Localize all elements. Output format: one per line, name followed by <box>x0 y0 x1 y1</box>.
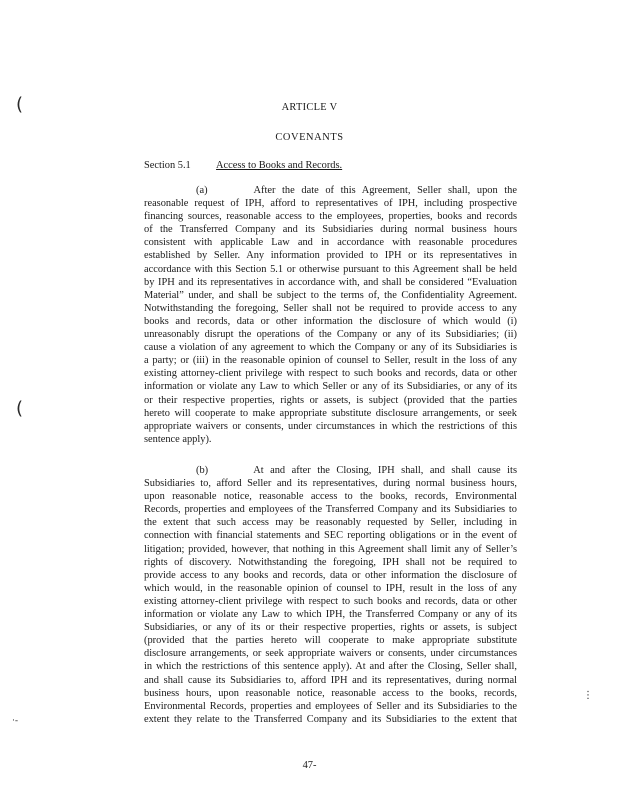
page-number: 47- <box>302 760 317 771</box>
paragraph-line: litigation; provided, however, that nothing in this Agreement shall limit any of Seller’s <box>144 543 517 555</box>
paragraph-line: or their respective properties, rights or assets, is subject (provided that the parties <box>144 394 517 406</box>
paragraph-line: hereto will cooperate to make appropriate substitute disclosure arrangements, or seek <box>144 407 517 419</box>
paragraph-line: (b) At and after the Closing, IPH shall, and shall cause its <box>196 465 517 476</box>
section-title: Access to Books and Records. <box>216 160 343 171</box>
paragraph-line: Subsidiaries to, afford Seller and its representatives, during normal business hours, <box>144 478 517 490</box>
paragraph-line: Records, properties and employees of the Transferred Company and its Subsidiaries to <box>144 504 517 516</box>
paragraph-a <box>144 184 517 446</box>
paragraph-line: the extent that such access may be reasonably requested by Seller, including in <box>144 517 517 529</box>
scan-artifact-mark: ‧‐ <box>12 716 19 726</box>
paragraph-line: existing attorney-client privilege with respect to such books and records, data or other <box>144 368 517 380</box>
paragraph-line: existing attorney-client privilege with respect to such books and records, data or other <box>144 595 517 607</box>
paragraph-line: (a) After the date of this Agreement, Seller shall, upon the <box>196 185 517 196</box>
paragraph-line: which would, in the reasonable opinion of counsel to IPH, result in the loss of any <box>144 582 517 594</box>
paragraph-line: sentence apply). <box>144 433 212 445</box>
paragraph-line: appropriate waivers or consents, under circumstances in which the restrictions of this <box>144 420 517 432</box>
paragraph-line: financing sources, reasonable access to the employees, properties, books and records <box>144 211 517 223</box>
paragraph-line: Material” under, and shall be subject to the terms of, the Confidentiality Agreement. <box>144 289 517 301</box>
paragraph-line: connection with financial statements and SEC reporting obligations or in the event of <box>144 530 517 542</box>
paragraph-line: Subsidiaries, or any of its or their respective properties, rights or assets, is subject <box>144 622 517 634</box>
covenants-heading: COVENANTS <box>275 132 344 143</box>
paragraph-line: information or violate any Law to which Seller or any of its Subsidiaries, or any of its <box>144 381 517 393</box>
paragraph-line: disclosure arrangements, or seek appropriate waivers or consents, under circumstances <box>144 648 517 660</box>
paragraph-line: and shall cause its Subsidiaries to, afford IPH and its representatives, during normal <box>144 674 517 686</box>
paragraph-line: rights of discovery. Notwithstanding the foregoing, IPH shall not be required to <box>144 556 517 568</box>
paragraph-line: reasonable request of IPH, afford to representatives of IPH, including prospective <box>144 198 517 210</box>
paragraph-line: provide access to any books and records, data or other information the disclosure of <box>144 569 517 581</box>
paragraph-line: upon reasonable notice, reasonable access to the books, records, Environmental <box>144 491 517 503</box>
paragraph-line: of the Transferred Company and its Subsidiaries during normal business hours <box>144 224 517 236</box>
scan-bracket-mark: ( <box>16 398 24 419</box>
paragraph-line: Notwithstanding the foregoing, Seller shall not be required to provide access to any <box>144 302 517 314</box>
paragraph-line: unreasonably disrupt the operations of the Company or any of its Subsidiaries; (ii) <box>144 329 517 341</box>
paragraph-line: Environmental Records, properties and employees of Seller and its Subsidiaries to the <box>144 700 517 712</box>
paragraph-line: consistent with applicable Law and in accordance with reasonable procedures <box>144 237 517 249</box>
section-number: Section 5.1 <box>144 160 191 171</box>
section-heading <box>144 160 342 171</box>
paragraph-line: a party; or (iii) in the reasonable opinion of counsel to Seller, result in the loss of any <box>144 355 517 367</box>
scan-artifact-mark: ⋮ <box>583 690 593 701</box>
paragraph-b <box>144 464 517 726</box>
scan-bracket-mark: ( <box>16 94 24 115</box>
paragraph-line: established by Seller. Any information provided to IPH or its representatives in <box>144 250 517 262</box>
paragraph-line: accordance with this Section 5.1 or otherwise pursuant to this Agreement shall be held <box>144 263 517 275</box>
paragraph-line: extent they relate to the Transferred Company and its Subsidiaries to the extent that <box>144 713 517 725</box>
paragraph-line: in which the restrictions of this sentence apply). At and after the Closing, Seller shall, <box>144 661 517 673</box>
paragraph-line: business hours, upon reasonable notice, reasonable access to the books, records, <box>144 687 517 699</box>
paragraph-line: by IPH and its representatives in accordance with, and shall be considered “Evaluation <box>144 276 517 288</box>
paragraph-line: books and records, data or other information the disclosure of which would (i) <box>144 315 517 327</box>
paragraph-line: (provided that the parties hereto will cooperate to make appropriate substitute <box>144 635 517 647</box>
article-heading: ARTICLE V <box>281 102 338 113</box>
paragraph-line: information or violate any Law to which IPH, the Transferred Company or any of its <box>144 609 517 621</box>
paragraph-line: cause a violation of any agreement to which the Company or any of its Subsidiaries is <box>144 342 517 354</box>
